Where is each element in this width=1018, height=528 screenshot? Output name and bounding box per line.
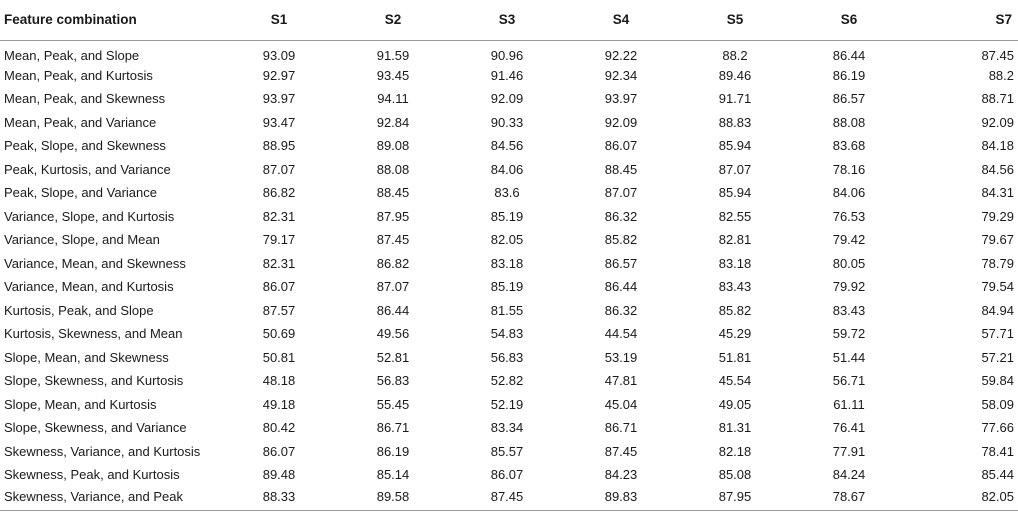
score-cell-s3: 87.45 [450, 487, 564, 511]
score-cell-s5: 85.94 [718, 185, 752, 201]
score-cell-s4: 86.57 [604, 255, 638, 271]
score-cell-s4: 92.22 [604, 47, 638, 63]
score-cell-s5: 45.29 [718, 326, 752, 342]
score-cell-s7: 82.05 [906, 487, 1018, 511]
feature-combination-cell: Slope, Skewness, and Variance [4, 420, 187, 436]
score-cell-s3: 52.82 [490, 373, 524, 389]
table-row [0, 299, 1018, 323]
score-cell-s2: 87.45 [376, 232, 410, 248]
feature-combination-cell: Kurtosis, Peak, and Slope [4, 302, 154, 318]
score-cell-s2: 91.59 [376, 47, 410, 63]
header-s6: S6 [792, 0, 906, 40]
score-cell-s6: 84.06 [832, 185, 866, 201]
score-cell-s7: 59.84 [981, 373, 1014, 389]
score-cell-s2: 93.45 [376, 67, 410, 83]
score-cell-s3: 82.05 [490, 232, 524, 248]
score-cell-s4: 86.71 [604, 420, 638, 436]
header-s1: S1 [222, 0, 336, 40]
score-cell-s6: 80.05 [832, 255, 866, 271]
score-cell-s1: 50.81 [262, 349, 296, 365]
score-cell-s5: 51.81 [718, 349, 752, 365]
score-cell-s6: 76.41 [832, 420, 866, 436]
score-cell-s3: 85.19 [490, 279, 524, 295]
score-cell-s1: 92.97 [262, 67, 296, 83]
score-cell-s1: 80.42 [262, 420, 296, 436]
score-cell-s4: 92.34 [604, 67, 638, 83]
table-row [0, 134, 1018, 158]
score-cell-s4: 86.44 [604, 279, 638, 295]
score-cell-s1: 86.07 [262, 279, 296, 295]
score-cell-s1: 48.18 [262, 373, 296, 389]
score-cell-s1: 89.48 [262, 467, 296, 483]
score-cell-s6: 86.44 [832, 47, 866, 63]
score-cell-s5: 89.46 [718, 67, 752, 83]
score-cell-s7: 79.54 [981, 279, 1014, 295]
feature-combination-cell: Slope, Mean, and Kurtosis [4, 396, 157, 412]
score-cell-s7: 88.2 [988, 67, 1014, 83]
score-cell-s2: 86.82 [376, 255, 410, 271]
table-row [0, 158, 1018, 182]
table-row [0, 393, 1018, 417]
score-cell-s7: 85.44 [981, 467, 1014, 483]
score-cell-s4: 93.97 [604, 91, 638, 107]
score-cell-s7: 78.41 [981, 443, 1014, 459]
score-cell-s1: 50.69 [262, 326, 296, 342]
score-cell-s1: 82.31 [262, 208, 296, 224]
score-cell-s3: 92.09 [490, 91, 524, 107]
score-cell-s5: 85.94 [718, 138, 752, 154]
score-cell-s6: 86.57 [832, 91, 866, 107]
score-cell-s5: 49.05 [718, 396, 752, 412]
score-cell-s6: 51.44 [832, 349, 866, 365]
score-cell-s5: 85.82 [718, 302, 752, 318]
score-cell-s2: 89.08 [376, 138, 410, 154]
feature-combination-cell: Kurtosis, Skewness, and Mean [4, 326, 183, 342]
table-row [0, 416, 1018, 440]
score-cell-s7: 77.66 [981, 420, 1014, 436]
score-cell-s7: 84.31 [981, 185, 1014, 201]
score-cell-s2: 92.84 [376, 114, 410, 130]
score-cell-s6: 84.24 [832, 467, 866, 483]
score-cell-s5: 82.18 [718, 443, 752, 459]
score-cell-s2: 85.14 [376, 467, 410, 483]
score-cell-s3: 91.46 [490, 67, 524, 83]
score-cell-s5: 45.54 [718, 373, 752, 389]
score-cell-s1: 86.07 [262, 443, 296, 459]
header-feature-combination: Feature combination [0, 0, 222, 40]
score-cell-s6: 79.92 [832, 279, 866, 295]
score-cell-s7: 87.45 [981, 47, 1014, 63]
table-row [0, 205, 1018, 229]
score-cell-s4: 86.32 [604, 302, 638, 318]
table-row [0, 111, 1018, 135]
score-cell-s5: 83.18 [718, 255, 752, 271]
table-row [0, 228, 1018, 252]
score-cell-s3: 90.33 [490, 114, 524, 130]
score-cell-s4: 44.54 [604, 326, 638, 342]
score-cell-s4: 92.09 [604, 114, 638, 130]
score-cell-s1: 49.18 [262, 396, 296, 412]
score-cell-s1: 87.07 [262, 161, 296, 177]
header-row [0, 0, 1018, 40]
feature-combination-cell: Peak, Kurtosis, and Variance [4, 161, 171, 177]
score-cell-s4: 87.07 [604, 185, 638, 201]
score-cell-s3: 52.19 [490, 396, 524, 412]
feature-combination-cell: Slope, Skewness, and Kurtosis [4, 373, 184, 389]
header-s2: S2 [336, 0, 450, 40]
score-cell-s4: 87.45 [604, 443, 638, 459]
table-row [0, 64, 1018, 88]
score-cell-s5: 85.08 [718, 467, 752, 483]
score-cell-s4: 84.23 [604, 467, 638, 483]
score-cell-s3: 83.6 [494, 185, 520, 201]
score-cell-s2: 86.44 [376, 302, 410, 318]
score-cell-s3: 90.96 [490, 47, 524, 63]
score-cell-s2: 56.83 [376, 373, 410, 389]
score-cell-s5: 87.07 [718, 161, 752, 177]
score-cell-s3: 84.56 [490, 138, 524, 154]
score-cell-s6: 78.67 [792, 487, 906, 511]
score-cell-s3: 85.57 [490, 443, 524, 459]
score-cell-s6: 83.68 [832, 138, 866, 154]
table-row [0, 487, 1018, 511]
feature-combination-cell: Mean, Peak, and Skewness [4, 91, 166, 107]
score-cell-s5: 88.2 [722, 47, 748, 63]
score-cell-s3: 54.83 [490, 326, 524, 342]
feature-combination-cell: Variance, Slope, and Kurtosis [4, 208, 175, 224]
table-row [0, 181, 1018, 205]
score-cell-s2: 89.58 [336, 487, 450, 511]
table-row [0, 252, 1018, 276]
score-cell-s2: 94.11 [377, 91, 409, 107]
table-row [0, 463, 1018, 487]
score-cell-s6: 88.08 [832, 114, 866, 130]
feature-combination-cell: Mean, Peak, and Kurtosis [4, 67, 153, 83]
score-cell-s1: 87.57 [262, 302, 296, 318]
score-cell-s2: 88.45 [376, 185, 410, 201]
score-cell-s3: 85.19 [490, 208, 524, 224]
score-cell-s3: 83.18 [490, 255, 524, 271]
feature-combination-cell: Variance, Mean, and Kurtosis [4, 279, 174, 295]
score-cell-s1: 93.97 [262, 91, 296, 107]
score-cell-s2: 49.56 [376, 326, 410, 342]
table-row [0, 322, 1018, 346]
table-row [0, 40, 1018, 64]
score-cell-s7: 84.94 [981, 302, 1014, 318]
score-cell-s7: 88.71 [981, 91, 1014, 107]
score-cell-s5: 83.43 [718, 279, 752, 295]
feature-combination-cell: Skewness, Variance, and Peak [0, 487, 222, 511]
score-cell-s2: 88.08 [376, 161, 410, 177]
score-cell-s6: 56.71 [832, 373, 866, 389]
table-row [0, 440, 1018, 464]
score-cell-s6: 78.16 [832, 161, 866, 177]
score-cell-s4: 45.04 [604, 396, 638, 412]
score-cell-s6: 79.42 [832, 232, 866, 248]
score-cell-s6: 86.19 [832, 67, 866, 83]
score-cell-s1: 93.47 [262, 114, 296, 130]
score-cell-s6: 83.43 [832, 302, 866, 318]
feature-combination-cell: Peak, Slope, and Skewness [4, 138, 166, 154]
score-cell-s5: 82.55 [718, 208, 752, 224]
score-cell-s7: 79.67 [981, 232, 1014, 248]
table-row [0, 275, 1018, 299]
score-cell-s3: 84.06 [490, 161, 524, 177]
header-s3: S3 [450, 0, 564, 40]
feature-combination-cell: Mean, Peak, and Slope [4, 47, 140, 63]
score-cell-s6: 61.11 [833, 396, 865, 412]
score-cell-s1: 93.09 [262, 47, 296, 63]
score-cell-s5: 81.31 [718, 420, 752, 436]
table-row [0, 346, 1018, 370]
feature-combination-cell: Peak, Slope, and Variance [4, 185, 157, 201]
feature-combination-cell: Slope, Mean, and Skewness [4, 349, 169, 365]
score-cell-s7: 78.79 [981, 255, 1014, 271]
score-cell-s1: 88.33 [222, 487, 336, 511]
score-cell-s4: 47.81 [604, 373, 638, 389]
score-cell-s4: 53.19 [604, 349, 638, 365]
score-cell-s4: 88.45 [604, 161, 638, 177]
score-cell-s6: 76.53 [832, 208, 866, 224]
feature-combination-cell: Variance, Mean, and Skewness [4, 255, 186, 271]
score-cell-s4: 86.32 [604, 208, 638, 224]
score-cell-s3: 86.07 [490, 467, 524, 483]
table-header [0, 0, 1018, 40]
score-cell-s5: 91.71 [718, 91, 752, 107]
score-cell-s7: 58.09 [981, 396, 1014, 412]
score-cell-s6: 77.91 [832, 443, 866, 459]
feature-combination-cell: Mean, Peak, and Variance [4, 114, 157, 130]
score-cell-s3: 83.34 [490, 420, 524, 436]
score-cell-s7: 57.71 [981, 326, 1014, 342]
feature-combination-cell: Variance, Slope, and Mean [4, 232, 160, 248]
score-cell-s2: 86.19 [376, 443, 410, 459]
header-s7: S7 [906, 0, 1018, 40]
score-cell-s7: 57.21 [981, 349, 1014, 365]
score-cell-s1: 86.82 [262, 185, 296, 201]
score-cell-s2: 87.95 [376, 208, 410, 224]
table-row [0, 369, 1018, 393]
score-cell-s1: 82.31 [262, 255, 296, 271]
score-cell-s7: 84.18 [981, 138, 1014, 154]
score-cell-s3: 81.55 [490, 302, 524, 318]
score-cell-s6: 59.72 [832, 326, 866, 342]
score-cell-s5: 88.83 [718, 114, 752, 130]
score-cell-s3: 56.83 [490, 349, 524, 365]
score-cell-s7: 92.09 [981, 114, 1014, 130]
header-s4: S4 [564, 0, 678, 40]
score-cell-s5: 87.95 [678, 487, 792, 511]
table-body [0, 40, 1018, 510]
feature-combination-cell: Skewness, Peak, and Kurtosis [4, 467, 180, 483]
score-cell-s2: 86.71 [376, 420, 410, 436]
score-cell-s5: 82.81 [718, 232, 752, 248]
score-cell-s1: 88.95 [262, 138, 296, 154]
table-row [0, 87, 1018, 111]
score-cell-s2: 52.81 [376, 349, 410, 365]
feature-combination-cell: Skewness, Variance, and Kurtosis [4, 443, 201, 459]
score-cell-s4: 89.83 [564, 487, 678, 511]
header-s5: S5 [678, 0, 792, 40]
score-cell-s4: 86.07 [604, 138, 638, 154]
score-cell-s2: 87.07 [376, 279, 410, 295]
score-cell-s2: 55.45 [376, 396, 410, 412]
score-cell-s4: 85.82 [604, 232, 638, 248]
score-cell-s1: 79.17 [262, 232, 296, 248]
score-cell-s7: 84.56 [981, 161, 1014, 177]
score-cell-s7: 79.29 [981, 208, 1014, 224]
